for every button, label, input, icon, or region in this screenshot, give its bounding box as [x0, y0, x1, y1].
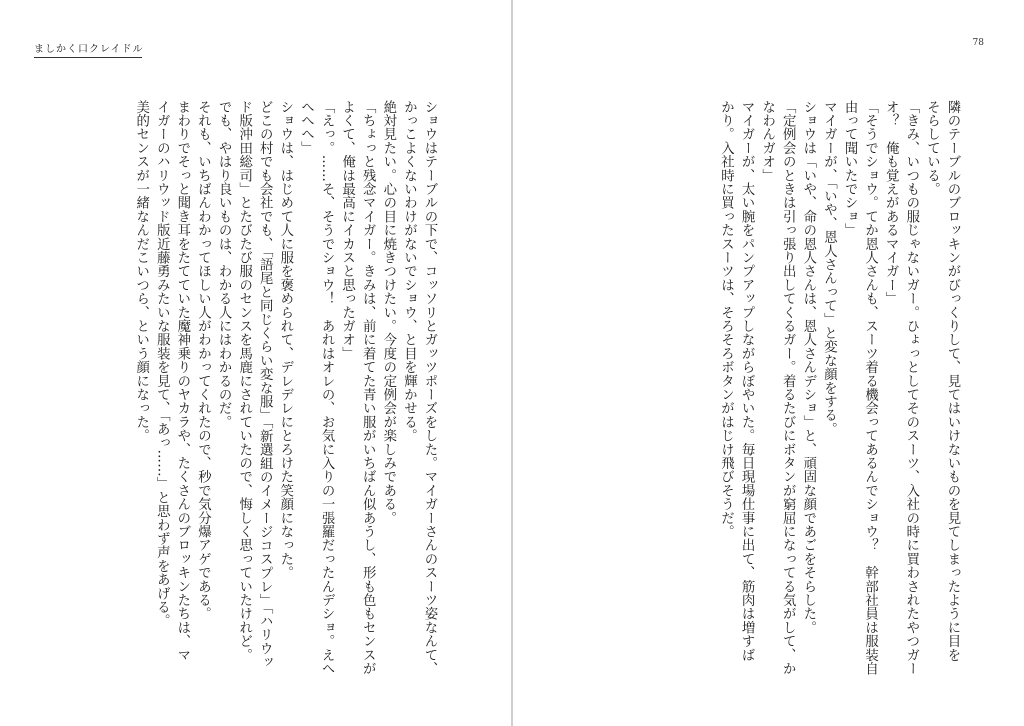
text-line: 絶対見たい。心の目に焼きつけたい。今度の定例会が楽しみである。	[380, 100, 396, 525]
text-line: ド版沖田総司」とたびたび服のセンスを馬鹿にされていたので、悔しく思っていたけれど。	[236, 100, 252, 662]
text-line: ショウはテーブルの下で、コッソリとガッツポーズをした。マイガーさんのスーツ姿なんて、	[422, 100, 437, 676]
text-line: ショウは「いや、命の恩人さんは、恩人さんデショ」と、頑固な顔であごをそらした。	[800, 100, 816, 635]
text-line: かり。入社時に買ったスーツは、そろそろボタンがはじけ飛びそうだ。	[718, 100, 734, 539]
text-line: なわんガオ」	[759, 100, 775, 183]
text-line: でも、やはり良いものは、わかる人にはわかるのだ。	[216, 100, 232, 429]
text-line: マイガーが、「いや、恩人さんって」と変な顔をする。	[821, 100, 837, 436]
text-line: どこの村でも会社でも、「語尾と同じくらい変な服」「新選組のイメージコスプレ」「ハリウッ	[257, 100, 273, 669]
text-line: オ？ 俺も覚えがあるマイガー」	[883, 100, 899, 306]
text-line: それも、いちばんわかってほしい人がわかってくれたので、秒で気分爆アゲである。	[195, 100, 211, 621]
text-line: 「ちょっと残念マイガー。きみは、前に着てた青い服がいちばん似あうし、形も色もセンスが	[360, 100, 376, 676]
left-page	[0, 0, 511, 726]
text-line: 美的センスが一緒なんだこいつら、という顔になった。	[133, 100, 149, 443]
text-line: よくて、俺は最高にイカスと思ったガオ」	[339, 100, 355, 361]
text-line: 隣のテーブルのブロッキンがびっくりして、見てはいけないものを見てしまったように目を	[945, 100, 960, 662]
right-page-body	[622, 100, 962, 690]
right-page	[513, 0, 1024, 726]
text-line: まわりでそっと聞き耳をたてていた魔神乗りのヤカラや、たくさんのブロッキンたちは、マ	[174, 100, 190, 662]
left-page-body	[69, 100, 439, 690]
text-line: ショウは、はじめて人に服を褒められて、デレデレにとろけた笑顔になった。	[277, 100, 293, 580]
text-line: 「そうでショウ。てか恩人さんも、スーツ着る機会ってあるんでショウ？ 幹部社員は服装自	[862, 100, 878, 676]
text-line: 由って聞いたでショ」	[842, 100, 858, 237]
text-line: イガーのハリウッド版近藤勇みたいな服装を見て、「あっ……」と思わず声をあげる。	[154, 100, 170, 628]
running-head: ましかく口クレイドル	[34, 40, 142, 58]
text-line: 「えっ。……そ、そうでショウ！ あれはオレの、お気に入りの一張羅だったんデショ。えへ	[319, 100, 335, 676]
page-number: 78	[972, 38, 984, 48]
text-line: そらしている。	[924, 100, 940, 196]
text-line: マイガーが、太い腕をパンプアップしながらぼやいた。毎日現場仕事に出て、筋肉は増すば	[739, 100, 755, 662]
text-line: へへへ」	[298, 100, 314, 155]
text-line: かっこよくないわけがないでショウ、と目を輝かせる。	[401, 100, 417, 443]
text-line: 「きみ、いつもの服じゃないガー。ひょっとしてそのスーツ、入社の時に買わされたやつガー	[903, 100, 919, 676]
text-line: 「定例会のときは引っ張り出してくるガー。着るたびにボタンが窮屈になってる気がして、か	[780, 100, 796, 676]
